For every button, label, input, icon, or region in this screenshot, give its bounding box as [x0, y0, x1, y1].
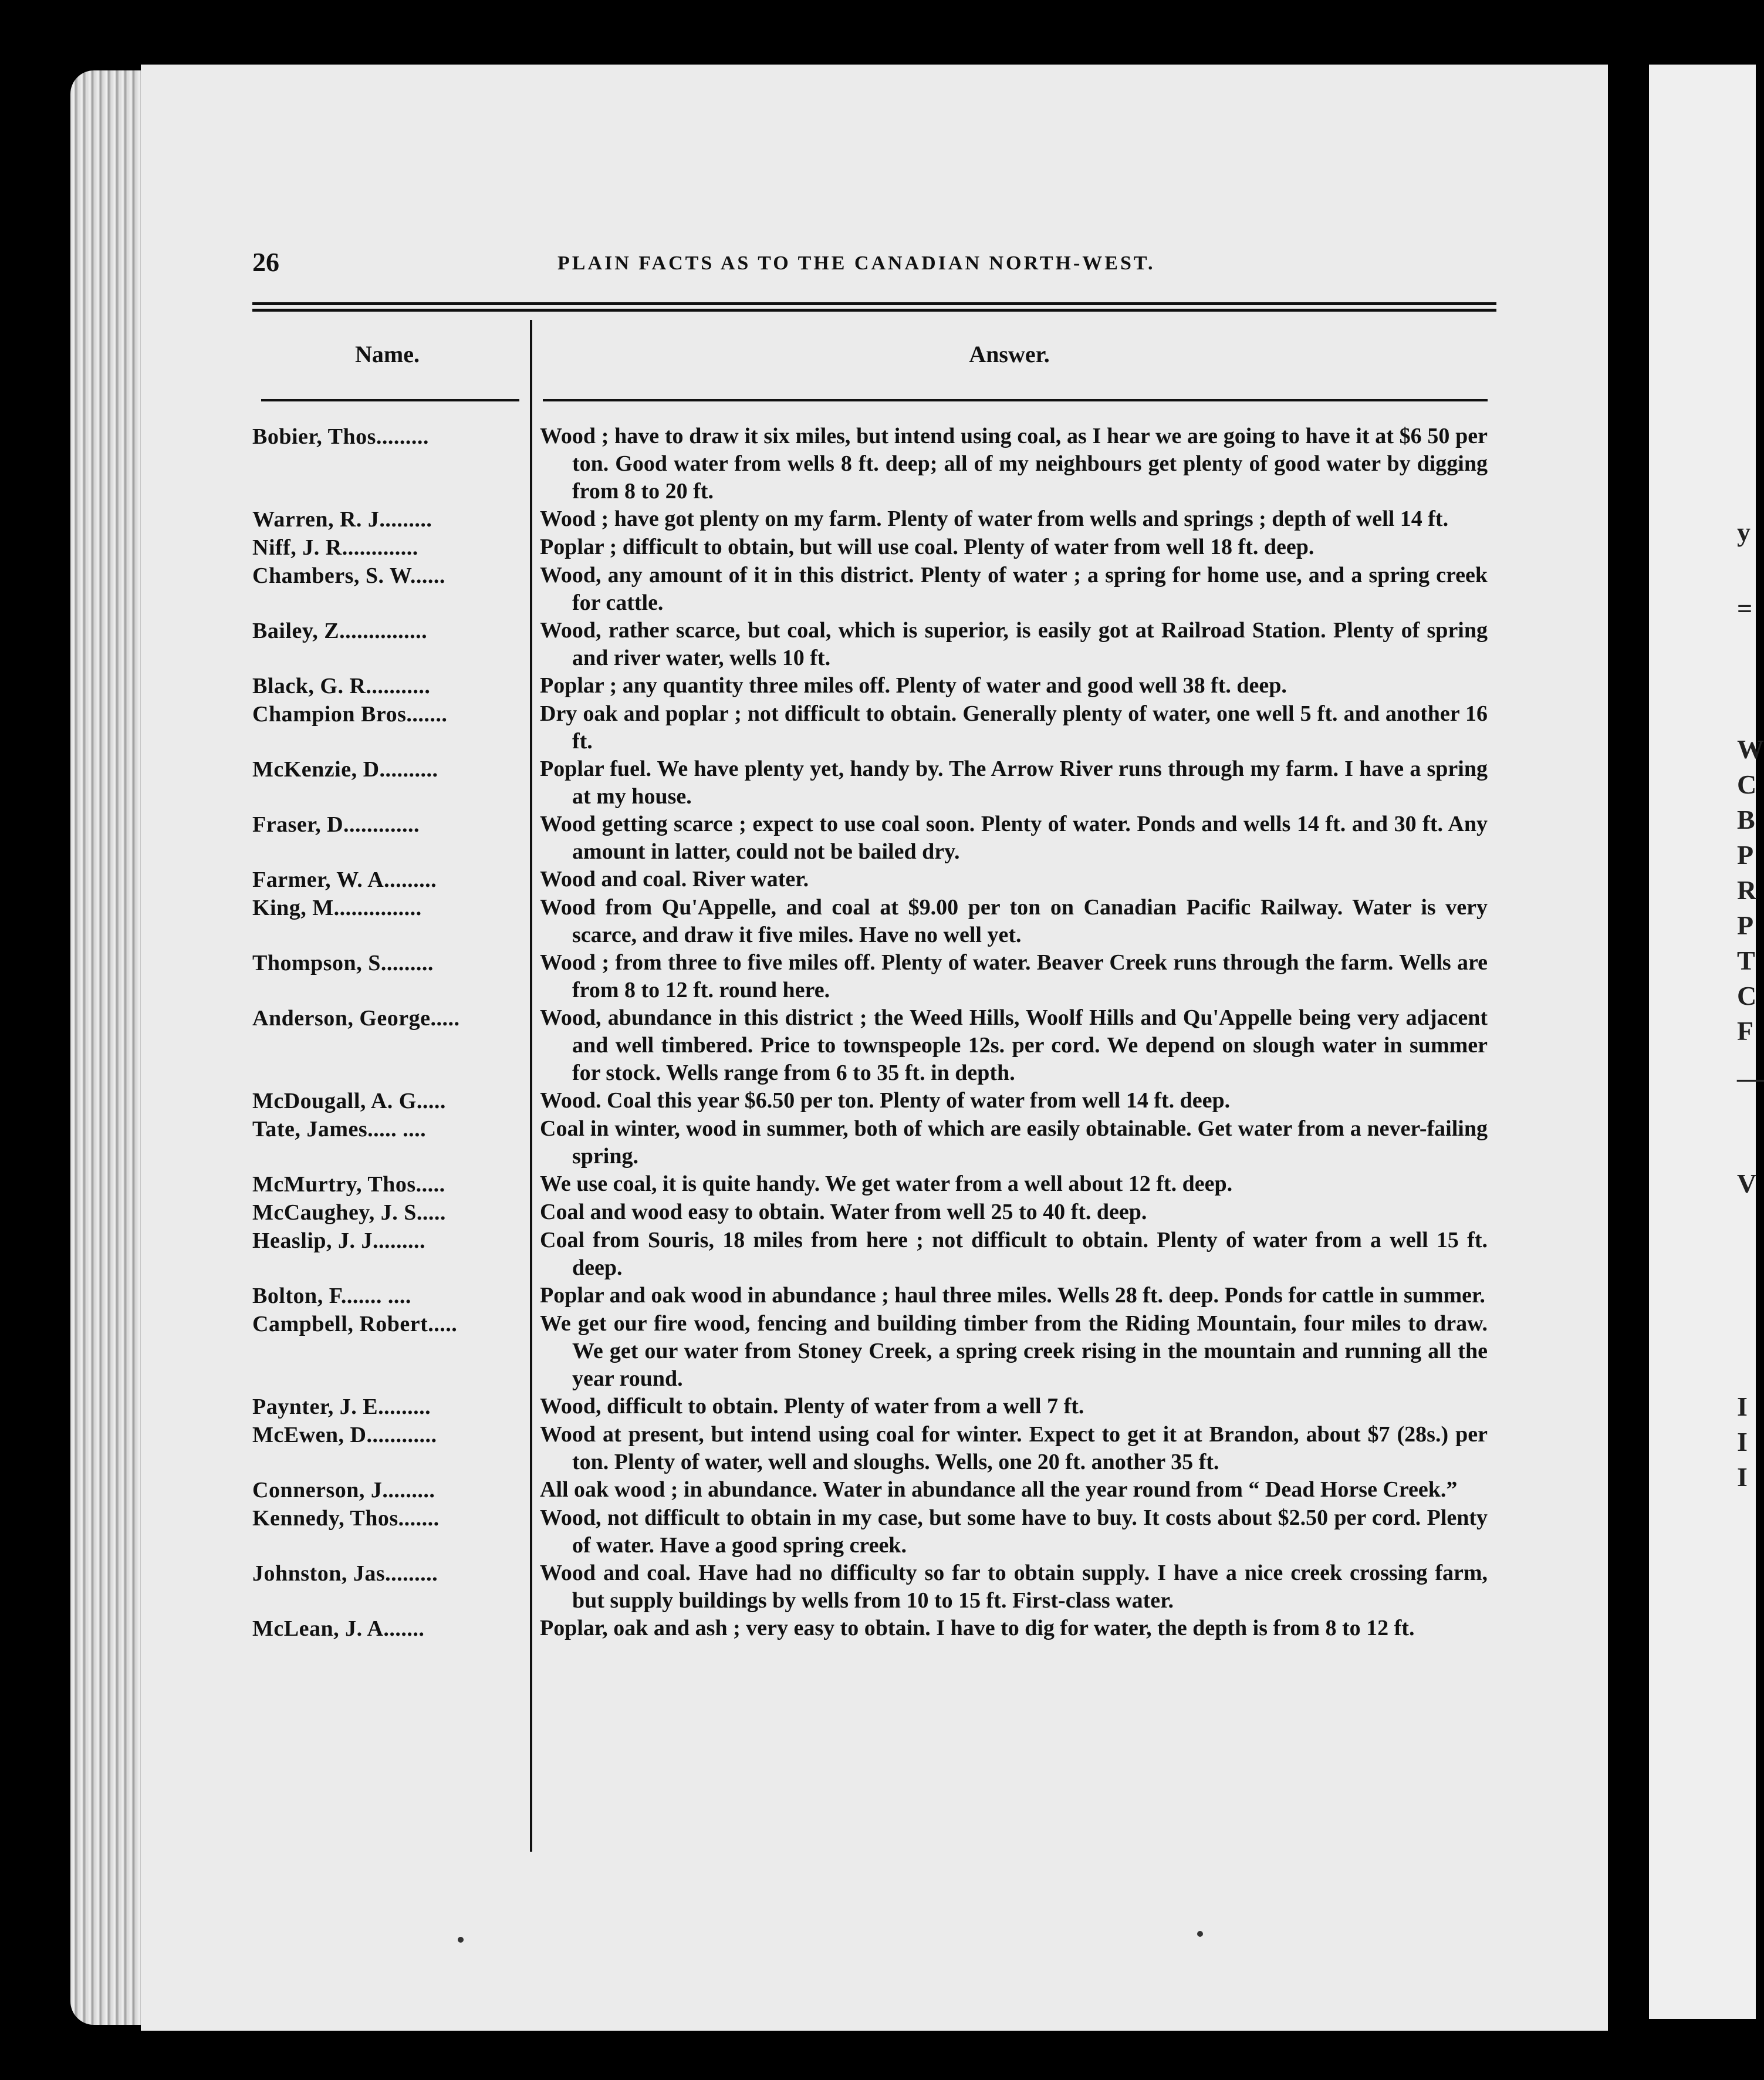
entry-name: McKenzie, D..........: [252, 757, 438, 782]
entry-name: Champion Bros.......: [252, 702, 448, 727]
table-row: [252, 1198, 1496, 1227]
facing-page-glyph: V: [1737, 1169, 1757, 1198]
entry-answer: We get our fire wood, fencing and building timber from the Riding Mountain, four miles to draw. We get our water from Stoney Creek, a spring creek rising in the mountain and running all the year round.: [540, 1311, 1488, 1391]
table-row: [252, 505, 1496, 533]
table-row: [252, 1559, 1496, 1615]
facing-page-glyph: C: [1737, 981, 1757, 1011]
entry-name: Fraser, D.............: [252, 812, 420, 837]
entry-answer: Wood, rather scarce, but coal, which is superior, is easily got at Railroad Station. Plenty of spring and river water, wells 10 ft.: [540, 618, 1488, 670]
table-row: [252, 1393, 1496, 1421]
facing-page-glyph: T: [1737, 946, 1755, 975]
entry-answer: Wood at present, but intend using coal for winter. Expect to get it at Brandon, about $7 (28s.) per ton. Plenty of water, well and sloughs. Wells, one 20 ft. another 35 ft.: [540, 1422, 1488, 1474]
entry-answer: Wood, not difficult to obtain in my case, but some have to buy. It costs about $2.50 per cord. Plenty of water. Have a good spring creek.: [540, 1505, 1488, 1558]
entry-answer: Wood ; have got plenty on my farm. Plenty of water from wells and springs ; depth of well 14 ft.: [540, 507, 1449, 531]
facing-page-glyph: C: [1737, 769, 1757, 799]
facing-page-strip: [1649, 65, 1764, 2019]
entry-answer: Coal from Souris, 18 miles from here ; not difficult to obtain. Plenty of water from a well 15 ft. deep.: [540, 1228, 1488, 1280]
column-header-rule: [261, 399, 519, 401]
entry-answer: Wood, difficult to obtain. Plenty of water from a well 7 ft.: [540, 1394, 1084, 1419]
entry-answer: Coal in winter, wood in summer, both of which are easily obtainable. Get water from a never-failing spring.: [540, 1116, 1488, 1169]
table-row: [252, 811, 1496, 866]
entry-answer: Dry oak and poplar ; not difficult to obtain. Generally plenty of water, one well 5 ft. and another 16 ft.: [540, 701, 1488, 754]
entry-name: McEwen, D............: [252, 1423, 437, 1447]
facing-page-glyph: I: [1737, 1427, 1748, 1457]
entry-answer: Wood and coal. Have had no difficulty so far to obtain supply. I have a nice creek crossing farm, but supply buildings by wells from 10 to 15 ft. First-class water.: [540, 1561, 1488, 1613]
entry-name: Connerson, J.........: [252, 1478, 435, 1502]
facing-page-glyph: =: [1737, 593, 1753, 623]
facing-page-glyph: P: [1737, 910, 1754, 940]
table-row: [252, 1087, 1496, 1115]
table-row: [252, 700, 1496, 755]
entry-answer: Wood ; have to draw it six miles, but intend using coal, as I hear we are going to have it at $6 50 per ton. Good water from wells 8 ft. deep; all of my neighbours get plenty of good water by digging from 8 to 20 ft.: [540, 424, 1488, 504]
entry-answer: Wood, any amount of it in this district. Plenty of water ; a spring for home use, and a spring creek for cattle.: [540, 563, 1488, 615]
table-row: [252, 1115, 1496, 1170]
entry-answer: Wood and coal. River water.: [540, 867, 809, 892]
table-row: [252, 1476, 1496, 1504]
entries-table: [252, 423, 1496, 1643]
entry-name: Heaslip, J. J.........: [252, 1228, 425, 1253]
table-row: [252, 617, 1496, 672]
table-row: [252, 1421, 1496, 1476]
entry-name: Campbell, Robert.....: [252, 1312, 458, 1336]
entry-answer: Poplar ; difficult to obtain, but will use coal. Plenty of water from well 18 ft. deep.: [540, 535, 1314, 559]
column-header-name: Name.: [355, 341, 420, 367]
entry-name: McCaughey, J. S.....: [252, 1200, 446, 1225]
entry-name: Tate, James..... ....: [252, 1117, 427, 1142]
entry-answer: Poplar, oak and ash ; very easy to obtain. I have to dig for water, the depth is from 8 to 12 ft.: [540, 1616, 1415, 1640]
entry-name: Thompson, S.........: [252, 951, 434, 975]
table-row: [252, 1227, 1496, 1282]
header-double-rule: [252, 302, 1496, 312]
entry-name: Black, G. R...........: [252, 674, 431, 698]
entry-answer: We use coal, it is quite handy. We get water from a well about 12 ft. deep.: [540, 1171, 1233, 1196]
ink-speck: [458, 1937, 464, 1943]
entry-name: King, M...............: [252, 896, 422, 920]
table-row: [252, 1004, 1496, 1087]
entry-answer: Poplar fuel. We have plenty yet, handy by. The Arrow River runs through my farm. I have a spring at my house.: [540, 757, 1488, 809]
column-header-rule: [543, 399, 1488, 401]
facing-page-glyph: y: [1737, 517, 1751, 547]
entry-answer: Wood, abundance in this district ; the Weed Hills, Woolf Hills and Qu'Appelle being very adjacent and well timbered. Price to townspeople 12s. per cord. We depend on slough water in summer for stock. Wells range from 6 to 35 ft. in depth.: [540, 1005, 1488, 1085]
facing-page-glyph: F: [1737, 1016, 1754, 1046]
entry-answer: Poplar and oak wood in abundance ; haul three miles. Wells 28 ft. deep. Ponds for cattle in summer.: [540, 1283, 1485, 1308]
facing-page-glyph: —: [1737, 1063, 1764, 1093]
entry-name: McLean, J. A.......: [252, 1616, 425, 1641]
entry-name: Bailey, Z...............: [252, 619, 428, 643]
table-row: [252, 672, 1496, 700]
facing-page-glyph: P: [1737, 840, 1754, 870]
table-row: [252, 1615, 1496, 1643]
table-row: [252, 755, 1496, 811]
table-row: [252, 1504, 1496, 1559]
table-row: [252, 949, 1496, 1004]
entry-name: Warren, R. J.........: [252, 507, 432, 532]
running-title: PLAIN FACTS AS TO THE CANADIAN NORTH-WEST.: [557, 252, 1155, 274]
entry-name: Bolton, F....... ....: [252, 1284, 411, 1308]
table-row: [252, 866, 1496, 894]
table-row: [252, 423, 1496, 505]
ink-speck: [1197, 1931, 1203, 1937]
entry-name: McDougall, A. G.....: [252, 1089, 446, 1113]
entry-answer: Wood. Coal this year $6.50 per ton. Plenty of water from well 14 ft. deep.: [540, 1088, 1231, 1113]
entry-name: Bobier, Thos.........: [252, 424, 429, 449]
table-row: [252, 894, 1496, 949]
table-row: [252, 562, 1496, 617]
entry-answer: Wood ; from three to five miles off. Plenty of water. Beaver Creek runs through the farm. Wells are from 8 to 12 ft. round here.: [540, 950, 1488, 1002]
entry-name: Niff, J. R.............: [252, 535, 418, 560]
entry-name: Johnston, Jas.........: [252, 1561, 438, 1586]
entry-name: Paynter, J. E.........: [252, 1394, 431, 1419]
entry-name: McMurtry, Thos.....: [252, 1172, 445, 1197]
facing-page-glyph: W: [1737, 734, 1764, 764]
column-header-answer: Answer.: [969, 341, 1050, 367]
entry-name: Farmer, W. A.........: [252, 867, 437, 892]
facing-page-glyph: I: [1737, 1462, 1748, 1492]
entry-name: Anderson, George.....: [252, 1006, 460, 1031]
entry-answer: Coal and wood easy to obtain. Water from well 25 to 40 ft. deep.: [540, 1200, 1147, 1224]
entry-answer: Wood getting scarce ; expect to use coal soon. Plenty of water. Ponds and wells 14 ft. and 30 ft. Any amount in latter, could not be bailed dry.: [540, 812, 1488, 864]
page-header: [252, 247, 1496, 288]
table-row: [252, 533, 1496, 562]
table-row: [252, 1170, 1496, 1198]
facing-page-glyph: R: [1737, 875, 1757, 905]
table-row: [252, 1310, 1496, 1393]
facing-page-glyph: I: [1737, 1392, 1748, 1421]
entry-name: Chambers, S. W......: [252, 563, 445, 588]
entry-answer: Poplar ; any quantity three miles off. Plenty of water and good well 38 ft. deep.: [540, 673, 1287, 698]
table-row: [252, 1282, 1496, 1310]
entry-answer: Wood from Qu'Appelle, and coal at $9.00 per ton on Canadian Pacific Railway. Water is very scarce, and draw it five miles. Have no well yet.: [540, 895, 1488, 947]
page-number: 26: [252, 247, 279, 277]
entry-answer: All oak wood ; in abundance. Water in abundance all the year round from “ Dead Horse Creek.”: [540, 1477, 1458, 1502]
entry-name: Kennedy, Thos.......: [252, 1506, 440, 1531]
facing-page-glyph: B: [1737, 805, 1755, 835]
